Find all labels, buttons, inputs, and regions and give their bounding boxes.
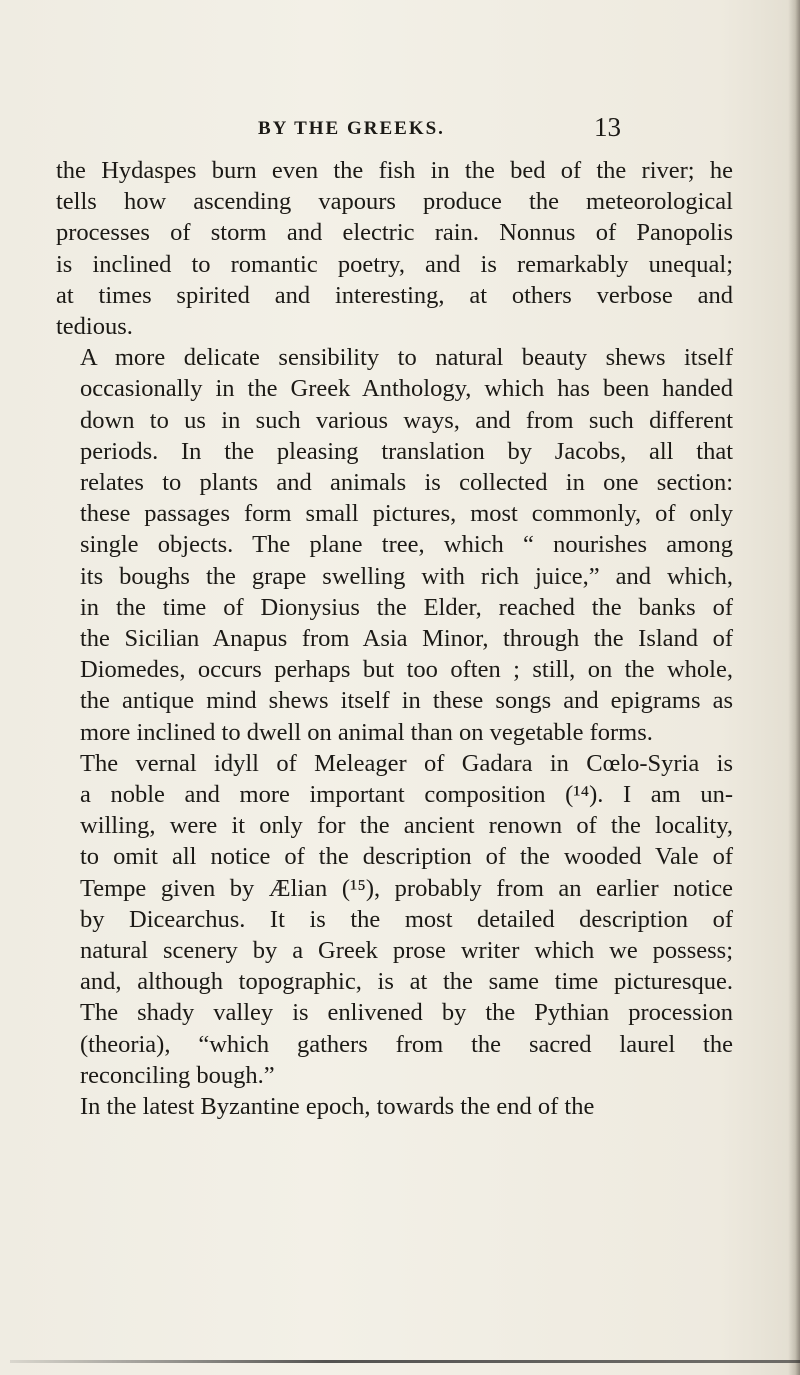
text-line: by Dicearchus. It is the most detailed description of <box>80 905 733 933</box>
text-line: processes of storm and electric rain. Nonnus of Panopolis <box>56 219 733 247</box>
paragraph <box>56 342 733 748</box>
text-line: periods. In the pleasing translation by Jacobs, all that <box>80 437 733 465</box>
paragraph <box>56 1091 733 1122</box>
paragraph <box>56 155 733 342</box>
text-line: the Sicilian Anapus from Asia Minor, through the Island of <box>80 625 733 653</box>
text-line: and, although topographic, is at the same time picturesque. <box>80 968 733 996</box>
page-bottom-edge <box>10 1360 800 1363</box>
text-line: these passages form small pictures, most commonly, of only <box>80 500 733 528</box>
body-text <box>56 155 733 1122</box>
text-line: tells how ascending vapours produce the meteorological <box>56 188 733 216</box>
text-line: its boughs the grape swelling with rich juice,” and which, <box>80 562 733 590</box>
page-number: 13 <box>594 112 621 142</box>
text-line: the antique mind shews itself in these songs and epigrams as <box>80 687 733 715</box>
text-line: Diomedes, occurs perhaps but too often ; still, on the whole, <box>80 656 733 684</box>
running-head: BY THE GREEKS. <box>258 118 445 139</box>
text-line: down to us in such various ways, and from such different <box>80 406 733 434</box>
text-line: willing, were it only for the ancient renown of the locality, <box>80 812 733 840</box>
text-line: The vernal idyll of Meleager of Gadara in Cœlo-Syria is <box>80 749 733 777</box>
text-line: (theoria), “which gathers from the sacred laurel the <box>80 1030 733 1058</box>
text-line: In the latest Byzantine epoch, towards the end of the <box>80 1093 595 1121</box>
text-line: the Hydaspes burn even the fish in the bed of the river; he <box>56 157 733 184</box>
text-line: is inclined to romantic poetry, and is remarkably unequal; <box>56 250 733 278</box>
page-edge-shadow <box>788 0 800 1375</box>
text-line: reconciling bough.” <box>80 1061 275 1089</box>
paragraph <box>56 748 733 1091</box>
page-header <box>0 112 800 148</box>
text-line: A more delicate sensibility to natural beauty shews itself <box>80 344 733 372</box>
text-line: relates to plants and animals is collected in one section: <box>80 469 733 497</box>
text-line: in the time of Dionysius the Elder, reached the banks of <box>80 593 733 621</box>
text-line: to omit all notice of the description of the wooded Vale of <box>80 843 733 871</box>
text-line: a noble and more important composition (¹⁴). I am un- <box>80 781 733 809</box>
text-line: occasionally in the Greek Anthology, which has been handed <box>80 375 733 403</box>
text-line: natural scenery by a Greek prose writer which we possess; <box>80 937 733 965</box>
text-line: more inclined to dwell on animal than on vegetable forms. <box>80 718 653 746</box>
text-line: tedious. <box>56 313 133 341</box>
text-line: The shady valley is enlivened by the Pythian procession <box>80 999 733 1027</box>
text-line: at times spirited and interesting, at others verbose and <box>56 281 733 309</box>
text-line: Tempe given by Ælian (¹⁵), probably from an earlier notice <box>80 874 733 902</box>
text-line: single objects. The plane tree, which “ nourishes among <box>80 531 733 559</box>
